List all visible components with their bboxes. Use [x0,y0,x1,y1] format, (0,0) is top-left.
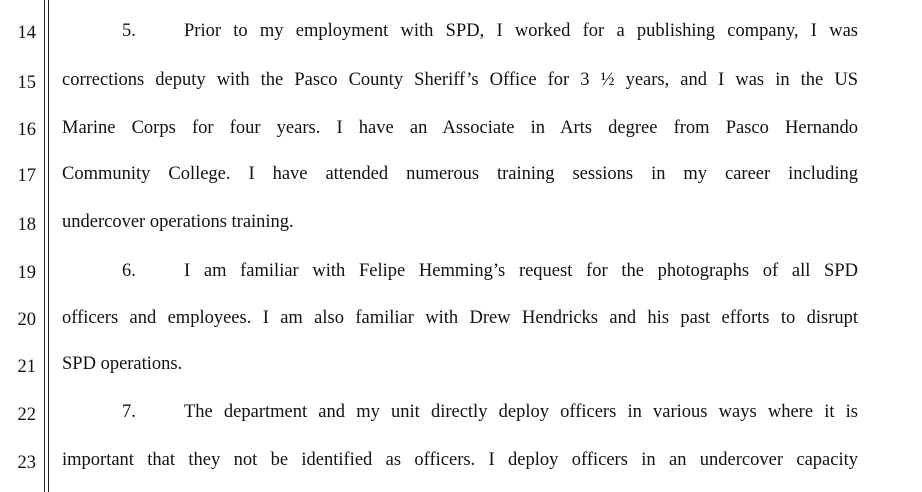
line-number: 20 [17,310,36,330]
paragraph-line [62,22,858,41]
paragraph-line: SPD operations. [62,354,183,374]
paragraph-number: 6. [122,261,136,281]
paragraph-number: 5. [122,21,136,41]
paragraph-line [62,403,858,422]
line-number: 21 [17,357,36,377]
line-number: 16 [17,120,36,140]
line-number: 19 [17,263,36,283]
margin-rule-right [48,0,49,492]
paragraph-line: officers and employees. I am also familiar with Drew Hendricks and his past efforts to disrupt [62,308,858,328]
line-number: 14 [17,23,36,43]
paragraph-line: Marine Corps for four years. I have an Associate in Arts degree from Pasco Hernando [62,118,858,138]
line-number: 15 [17,73,36,93]
paragraph-line: important that they not be identified as officers. I deploy officers in an undercover capacity [62,450,858,470]
paragraph-line [62,262,858,281]
line-number-gutter [0,0,40,492]
paragraph-line: undercover operations training. [62,212,294,232]
paragraph-text: Prior to my employment with SPD, I worked for a publishing company, I was [184,21,858,41]
paragraph-line: corrections deputy with the Pasco County Sheriff’s Office for 3 ½ years, and I was in the US [62,70,858,90]
paragraph-text: I am familiar with Felipe Hemming’s request for the photographs of all SPD [184,261,858,281]
line-number: 22 [17,405,36,425]
line-number: 18 [17,215,36,235]
line-number: 23 [17,453,36,473]
paragraph-number: 7. [122,402,136,422]
paragraph-line: Community College. I have attended numerous training sessions in my career including [62,164,858,184]
line-number: 17 [17,166,36,186]
margin-rule-left [44,0,45,492]
document-body [62,0,858,492]
paragraph-text: The department and my unit directly deploy officers in various ways where it is [184,402,858,422]
